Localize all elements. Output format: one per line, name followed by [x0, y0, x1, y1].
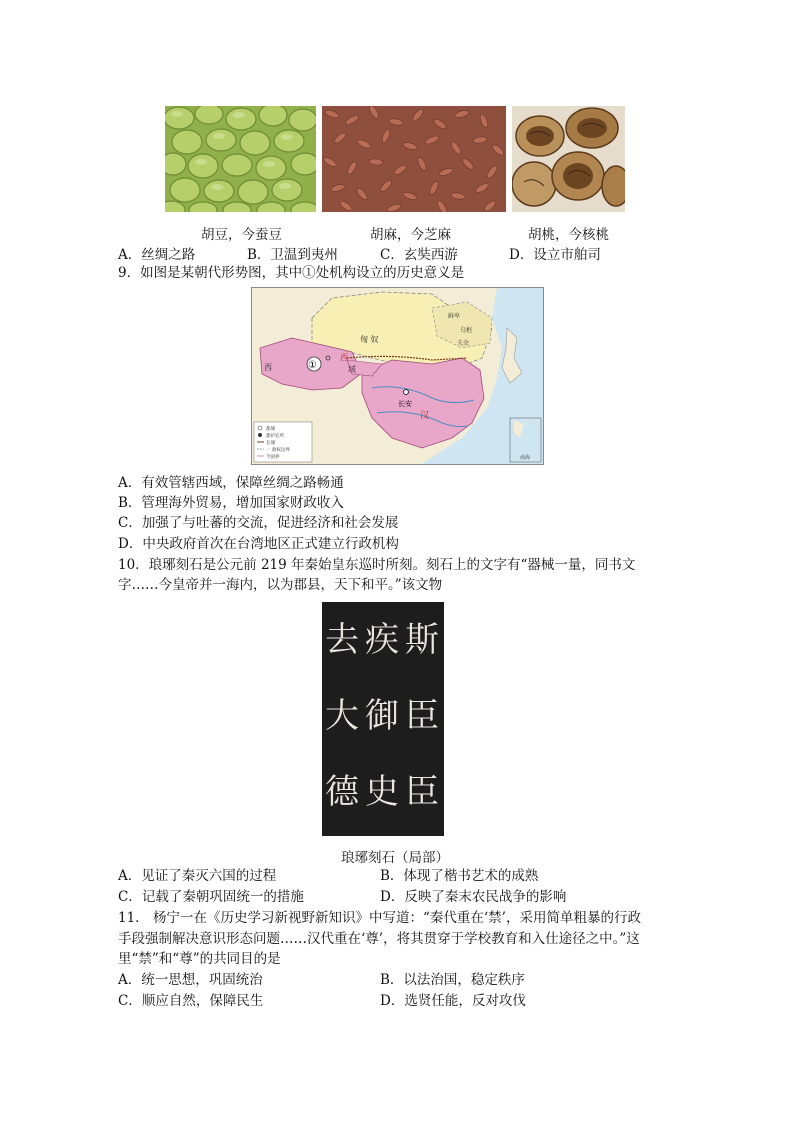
- rubbing-char: 大: [325, 696, 359, 736]
- q8-option-c[interactable]: C．玄奘西游: [380, 247, 458, 263]
- rubbing-caption: 琅琊刻石（局部）: [341, 850, 449, 866]
- inset-label: 南海: [520, 455, 531, 461]
- walnut-caption: 胡桃，今核桃: [528, 227, 609, 243]
- q10-option-a[interactable]: A．见证了秦灭六国的过程: [118, 868, 277, 884]
- broad-bean-photo: [165, 106, 316, 212]
- q9-option-b[interactable]: B．管理海外贸易，增加国家财政收入: [118, 495, 344, 511]
- rubbing-char: 疾: [365, 620, 399, 660]
- walnut-photo: [512, 106, 625, 212]
- q10-option-d[interactable]: D．反映了秦末农民战争的影响: [380, 889, 567, 905]
- svg-text:都护驻所: 都护驻所: [266, 434, 284, 439]
- q11-stem-line2: 手段强制解决意识形态问题……汉代重在‘尊’，将其贯穿于学校教育和入仕途径之中。”这: [118, 931, 640, 947]
- rubbing-char: 史: [365, 772, 399, 812]
- q8-option-d[interactable]: D．设立市舶司: [509, 247, 601, 263]
- wuhuan-label: 乌桓: [460, 327, 473, 334]
- q10-option-b[interactable]: B．体现了楷书艺术的成熟: [380, 868, 539, 884]
- q11-option-c[interactable]: C．顺应自然，保障民生: [118, 993, 264, 1009]
- q9-option-a[interactable]: A．有效管辖西域，保障丝绸之路畅通: [118, 475, 344, 491]
- q8-option-a[interactable]: A．丝绸之路: [118, 247, 196, 263]
- q11-stem-line3: 里“禁”和“尊”的共同目的是: [118, 951, 281, 967]
- q10-stem-line1: 10．琅琊刻石是公元前 219 年秦始皇东巡时所刻。刻石上的文字有“器械一量，同书文: [118, 557, 636, 573]
- flax-seed-photo: [322, 106, 506, 212]
- langya-stone-rubbing: [322, 602, 444, 836]
- broad-bean-caption: 胡豆，今蚕豆: [201, 227, 282, 243]
- q9-option-c[interactable]: C．加强了与吐蕃的交流，促进经济和社会发展: [118, 515, 399, 531]
- rubbing-char: 御: [365, 696, 399, 736]
- location-mark: ①: [308, 360, 317, 371]
- xianbei-label: 鲜卑: [448, 313, 461, 320]
- rubbing-char: 斯: [405, 620, 439, 660]
- q10-option-c[interactable]: C．记载了秦朝巩固统一的措施: [118, 889, 304, 905]
- q11-option-b[interactable]: B．以法治国，稳定秩序: [380, 972, 525, 988]
- q9-option-d[interactable]: D．中央政府首次在台湾地区正式建立行政机构: [118, 536, 399, 552]
- rubbing-char: 臣: [405, 696, 439, 736]
- xiyu-label-2: 域: [348, 365, 356, 374]
- q10-stem-line2: 字……今皇帝并一海内，以为郡县，天下和平。”该文物: [118, 577, 443, 593]
- xiyu-label-3: 西: [264, 363, 272, 372]
- fuyu-label: 夫余: [457, 340, 470, 347]
- xiyu-label-1: 西: [340, 353, 348, 362]
- rubbing-char: 臣: [405, 772, 439, 812]
- rubbing-char: 德: [325, 772, 359, 812]
- han-label: 汉: [420, 411, 430, 421]
- flax-caption: 胡麻，今芝麻: [370, 227, 451, 243]
- q11-option-a[interactable]: A．统一思想，巩固统治: [118, 972, 263, 988]
- q11-option-d[interactable]: D．选贤任能，反对攻伐: [380, 993, 526, 1009]
- rubbing-char: 去: [325, 620, 359, 660]
- svg-text:一 政权边界: 一 政权边界: [266, 448, 290, 453]
- svg-text:都城: 都城: [266, 427, 275, 432]
- svg-text:长城: 长城: [266, 441, 275, 446]
- q9-stem: 9．如图是某朝代形势图，其中①处机构设立的历史意义是: [118, 265, 465, 281]
- changan-label: 长安: [398, 400, 412, 408]
- q11-stem-line1: 11． 杨宁一在《历史学习新视野新知识》中写道：“秦代重在‘禁’，采用简单粗暴的行政: [118, 910, 641, 926]
- xiongnu-label: 匈 奴: [360, 335, 379, 344]
- han-dynasty-map: [251, 287, 544, 465]
- svg-text:今国界: 今国界: [266, 455, 280, 460]
- q8-option-b[interactable]: B．卫温到夷州: [247, 247, 338, 263]
